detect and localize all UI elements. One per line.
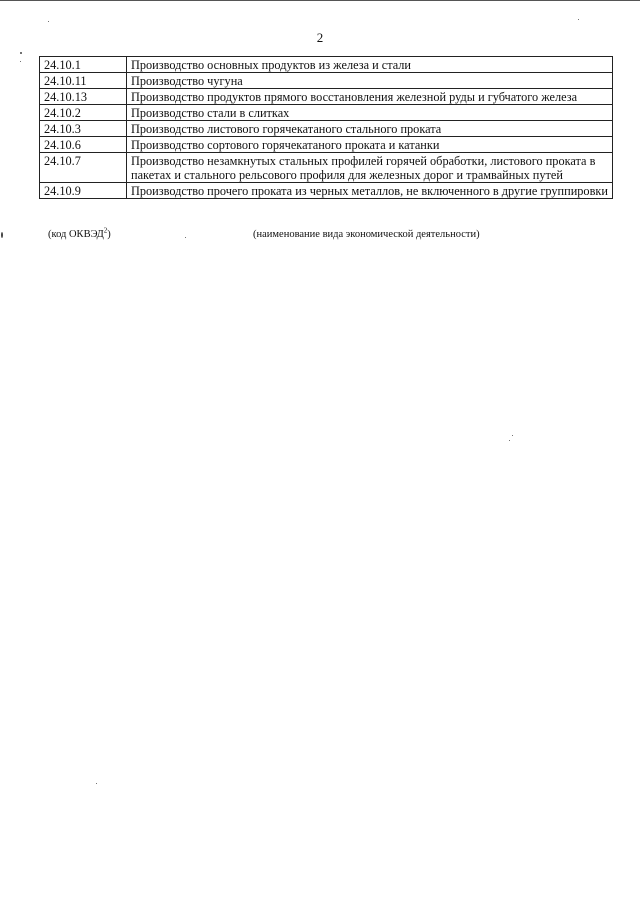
page-number: 2 — [316, 30, 324, 45]
table-row — [40, 137, 613, 153]
table-row — [40, 57, 613, 73]
scan-border — [0, 0, 640, 4]
scan-speck — [96, 783, 97, 784]
scan-speck — [185, 237, 186, 238]
activity-name-caption: (наименование вида экономической деятельности) — [253, 229, 480, 240]
table-row — [40, 73, 613, 89]
activity-name: Производство чугуна — [127, 73, 613, 89]
activity-name: Производство стали в слитках — [127, 105, 613, 121]
okved-code: 24.10.3 — [40, 121, 127, 137]
scan-speck — [48, 21, 49, 22]
scan-speck — [509, 440, 510, 441]
okved-code: 24.10.1 — [40, 57, 127, 73]
okved-code-caption-close: ) — [107, 229, 111, 240]
okved-code: 24.10.11 — [40, 73, 127, 89]
table-row — [40, 105, 613, 121]
scan-speck — [1, 232, 3, 238]
okved-code: 24.10.6 — [40, 137, 127, 153]
okved-code: 24.10.7 — [40, 153, 127, 183]
activity-name: Производство незамкнутых стальных профилей горячей обработки, листового проката в пакетах и стального рельсового профиля для железных дорог и трамвайных путей — [127, 153, 613, 183]
activity-name: Производство основных продуктов из железа и стали — [127, 57, 613, 73]
okved-code: 24.10.13 — [40, 89, 127, 105]
scan-speck — [20, 61, 21, 62]
scan-speck — [512, 435, 513, 436]
activity-name: Производство прочего проката из черных металлов, не включенного в другие группировки — [127, 183, 613, 199]
table-row — [40, 121, 613, 137]
table-row — [40, 183, 613, 199]
okved-code-caption — [48, 226, 111, 240]
scan-speck — [578, 19, 579, 20]
okved-code-caption-text: (код ОКВЭД — [48, 229, 104, 240]
activity-name: Производство сортового горячекатаного проката и катанки — [127, 137, 613, 153]
footnote-marker: 2 — [103, 226, 108, 235]
activity-name: Производство листового горячекатаного стального проката — [127, 121, 613, 137]
table-row — [40, 89, 613, 105]
okved-code: 24.10.9 — [40, 183, 127, 199]
scan-speck — [20, 52, 22, 54]
okved-table — [39, 56, 613, 199]
activity-name: Производство продуктов прямого восстановления железной руды и губчатого железа — [127, 89, 613, 105]
okved-code: 24.10.2 — [40, 105, 127, 121]
table-row — [40, 153, 613, 183]
